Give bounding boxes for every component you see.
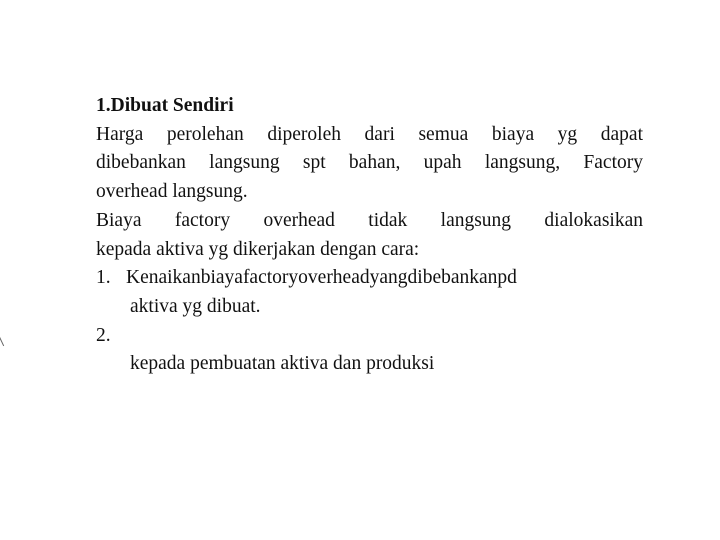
- list-item-2: [96, 322, 643, 351]
- paragraph-2-line-2: kepada aktiva yg dikerjakan dengan cara:: [96, 238, 420, 260]
- paragraph-1-line-1: Harga perolehan diperoleh dari semua biaya yg dapat: [96, 123, 643, 145]
- paragraph-2-line-1: Biaya factory overhead tidak langsung dialokasikan: [96, 209, 643, 231]
- list-item-2-number: 2.: [96, 324, 111, 346]
- edge-mark: [0, 336, 6, 346]
- list-item-1-text: Kenaikanbiayafactoryoverheadyangdibebankanpd: [126, 267, 517, 289]
- document-heading: 1.Dibuat Sendiri: [96, 95, 234, 116]
- list-item-2-continuation: kepada pembuatan aktiva dan produksi: [130, 353, 435, 375]
- document-body: [96, 92, 643, 379]
- list-item-1-number: 1.: [96, 267, 111, 289]
- list-item-1: [96, 264, 643, 293]
- paragraph-1-line-3: overhead langsung.: [96, 181, 248, 203]
- paragraph-1-line-2: dibebankan langsung spt bahan, upah langsung, Factory: [96, 152, 643, 174]
- list-item-1-continuation: aktiva yg dibuat.: [130, 295, 261, 317]
